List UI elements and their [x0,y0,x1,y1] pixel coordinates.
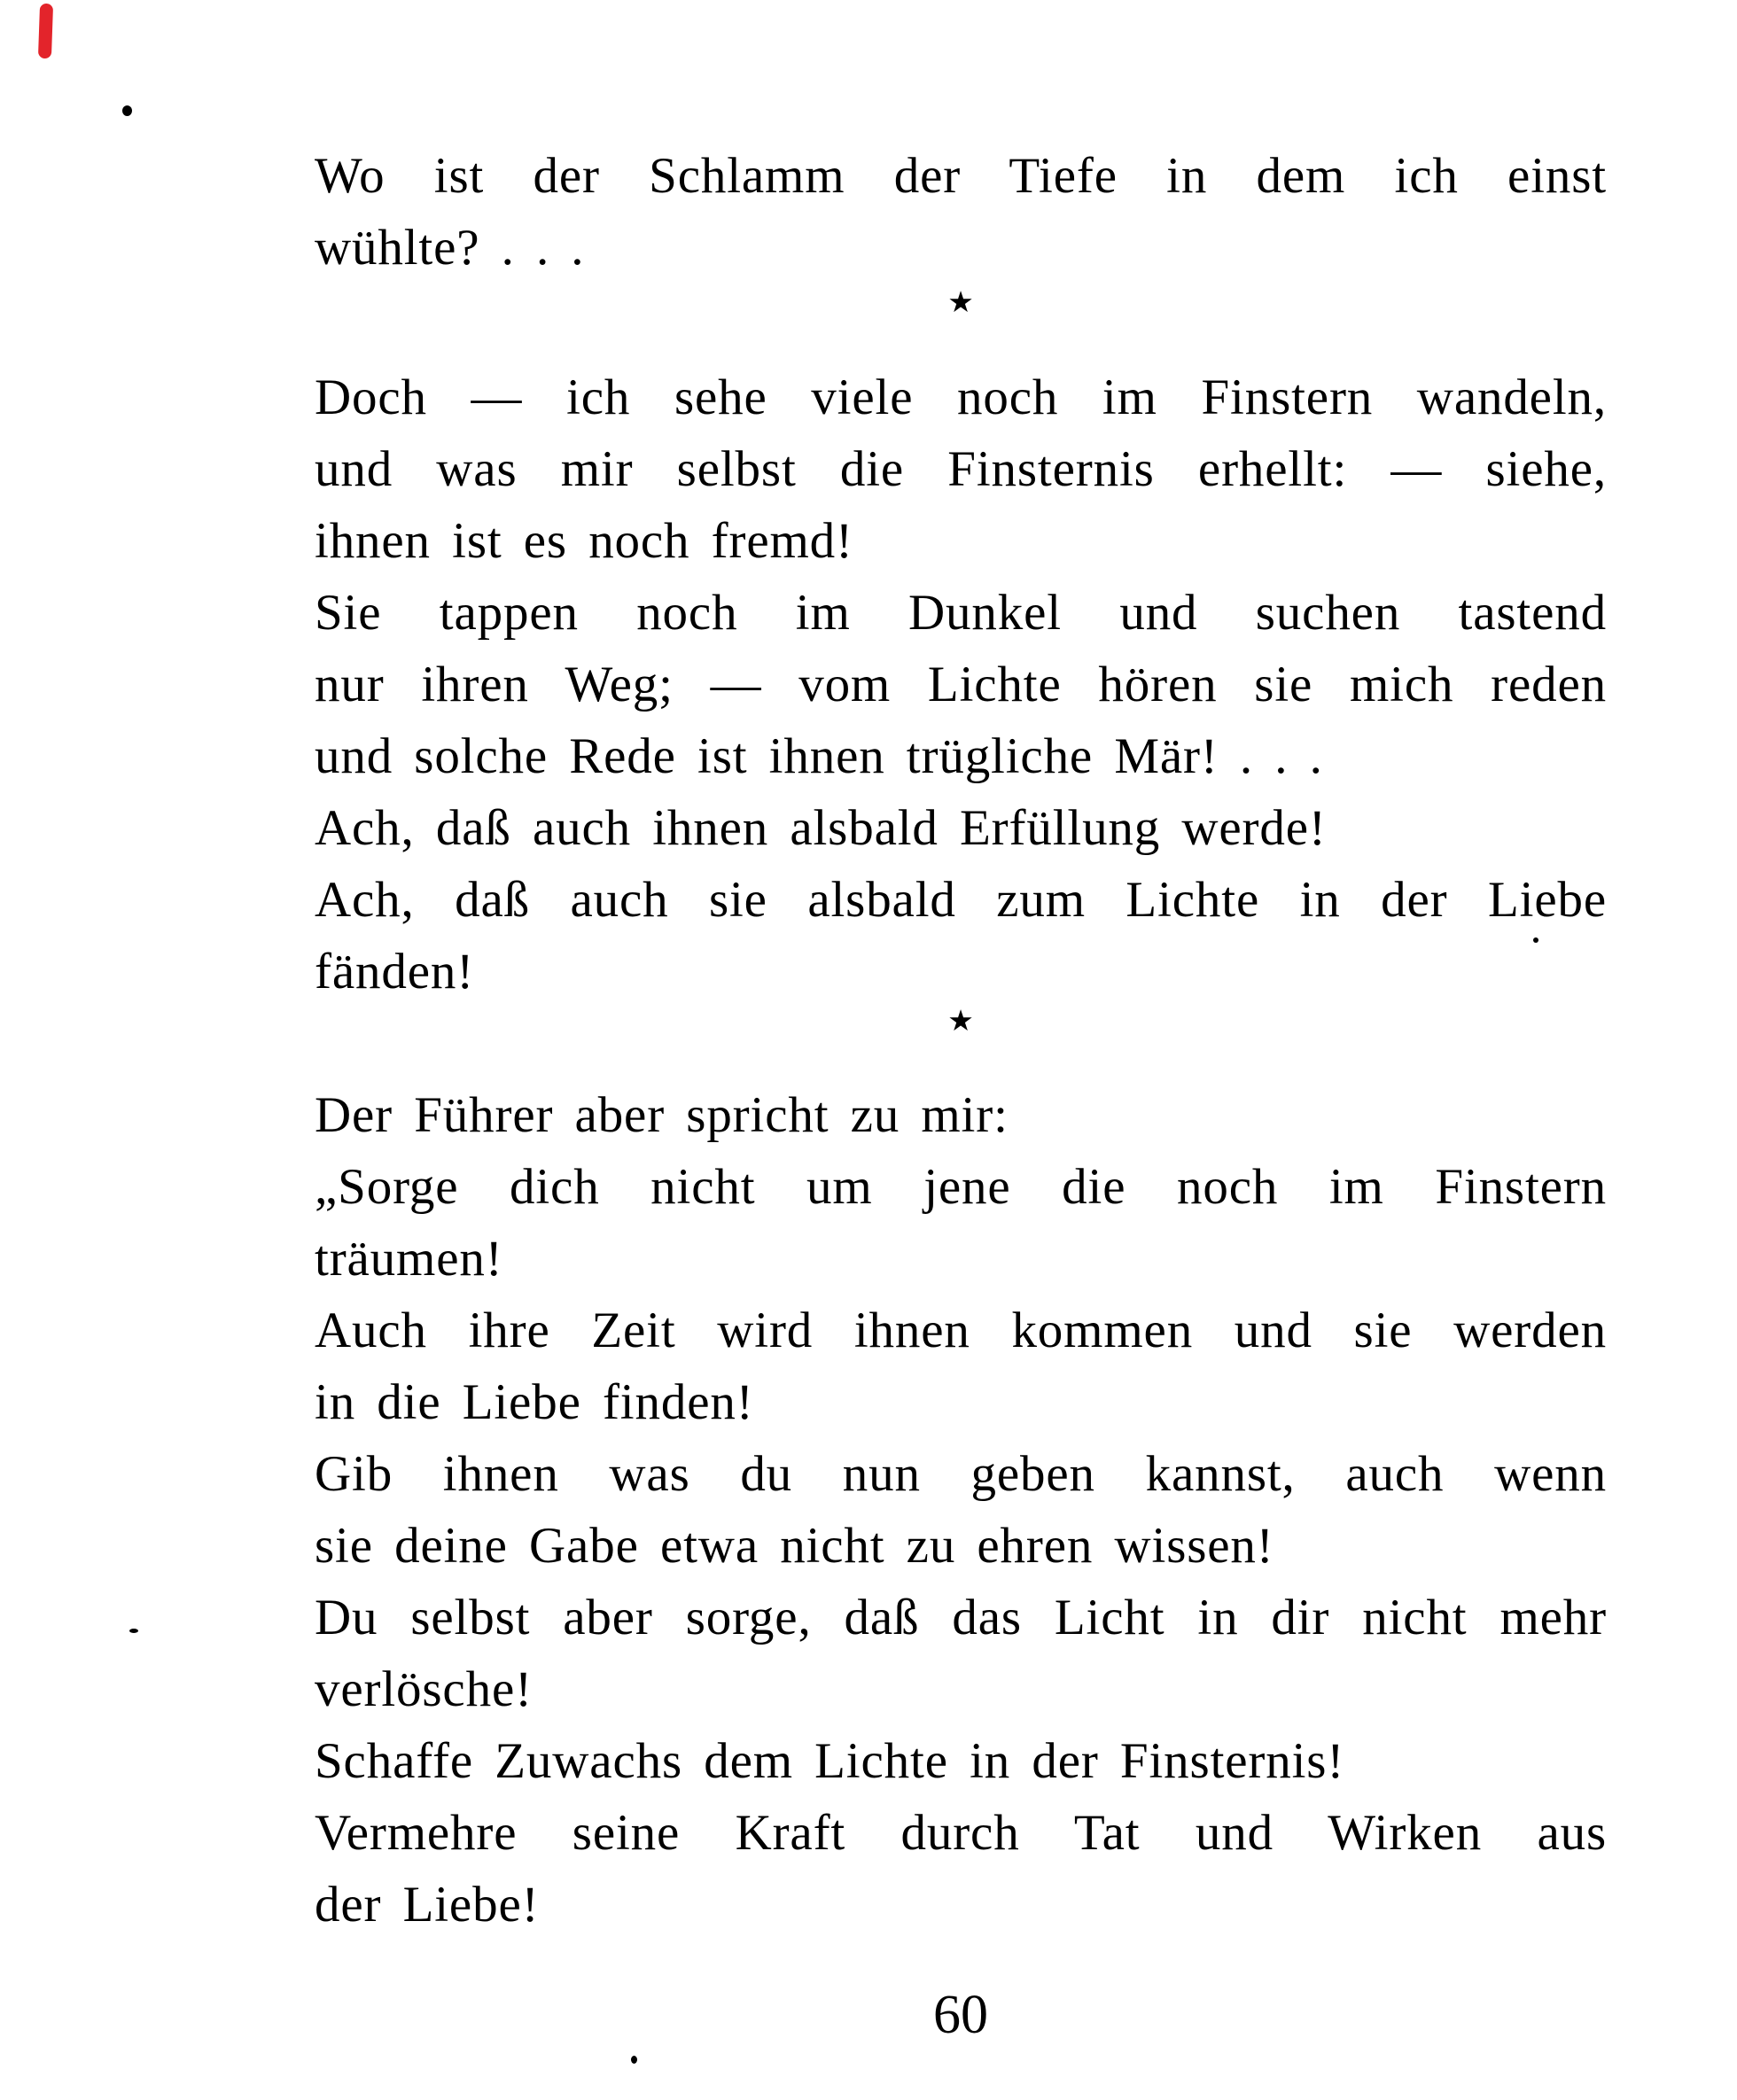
stanza [315,1079,1607,1941]
poem-line: fänden! [315,944,475,999]
ink-speck [129,1629,138,1633]
poem-line: Schaffe Zuwachs dem Lichte in der Finsternis! [315,1733,1345,1789]
poem-line: ihnen ist es noch fremd! [315,513,853,569]
poem-line: nur ihren Weg; — vom Lichte hören sie mich reden [315,657,1607,712]
poem-line: verlösche! [315,1661,533,1717]
poem-line: Doch — ich sehe viele noch im Finstern wandeln, [315,369,1607,425]
poem-line: wühlte? . . . [315,220,585,276]
star-separator-icon: ★ [947,287,974,319]
poem-line: Der Führer aber spricht zu mir: [315,1087,1009,1143]
poem-line: Ach, daß auch ihnen alsbald Erfüllung werde! [315,800,1327,856]
ink-speck [122,105,132,116]
poem-line: Wo ist der Schlamm der Tiefe in dem ich einst [315,148,1607,204]
stanza [315,362,1607,1007]
poem-line: sie deine Gabe etwa nicht zu ehren wissen! [315,1518,1274,1574]
poem-line: Vermehre seine Kraft durch Tat und Wirken aus [315,1805,1607,1861]
poem-line: Auch ihre Zeit wird ihnen kommen und sie werden [315,1303,1607,1358]
red-ink-mark [38,4,53,58]
poem-line: in die Liebe finden! [315,1374,754,1430]
poem-line: „Sorge dich nicht um jene die noch im Finstern [315,1159,1607,1215]
poem-line: und solche Rede ist ihnen trügliche Mär! . . . [315,728,1323,784]
stanza [315,140,1607,284]
page-number: 60 [933,1985,988,2045]
poem-line: und was mir selbst die Finsternis erhellt: — siehe, [315,441,1607,497]
poem-line: Du selbst aber sorge, daß das Licht in dir nicht mehr [315,1590,1607,1645]
poem-line: der Liebe! [315,1877,540,1933]
poem-line: Gib ihnen was du nun geben kannst, auch wenn [315,1446,1607,1502]
ink-speck [631,2056,637,2064]
poem-line: Sie tappen noch im Dunkel und suchen tastend [315,585,1607,641]
poem-line: träumen! [315,1231,503,1287]
star-separator-icon: ★ [947,1006,974,1038]
poem-line: Ach, daß auch sie alsbald zum Lichte in der Liebe [315,872,1607,928]
